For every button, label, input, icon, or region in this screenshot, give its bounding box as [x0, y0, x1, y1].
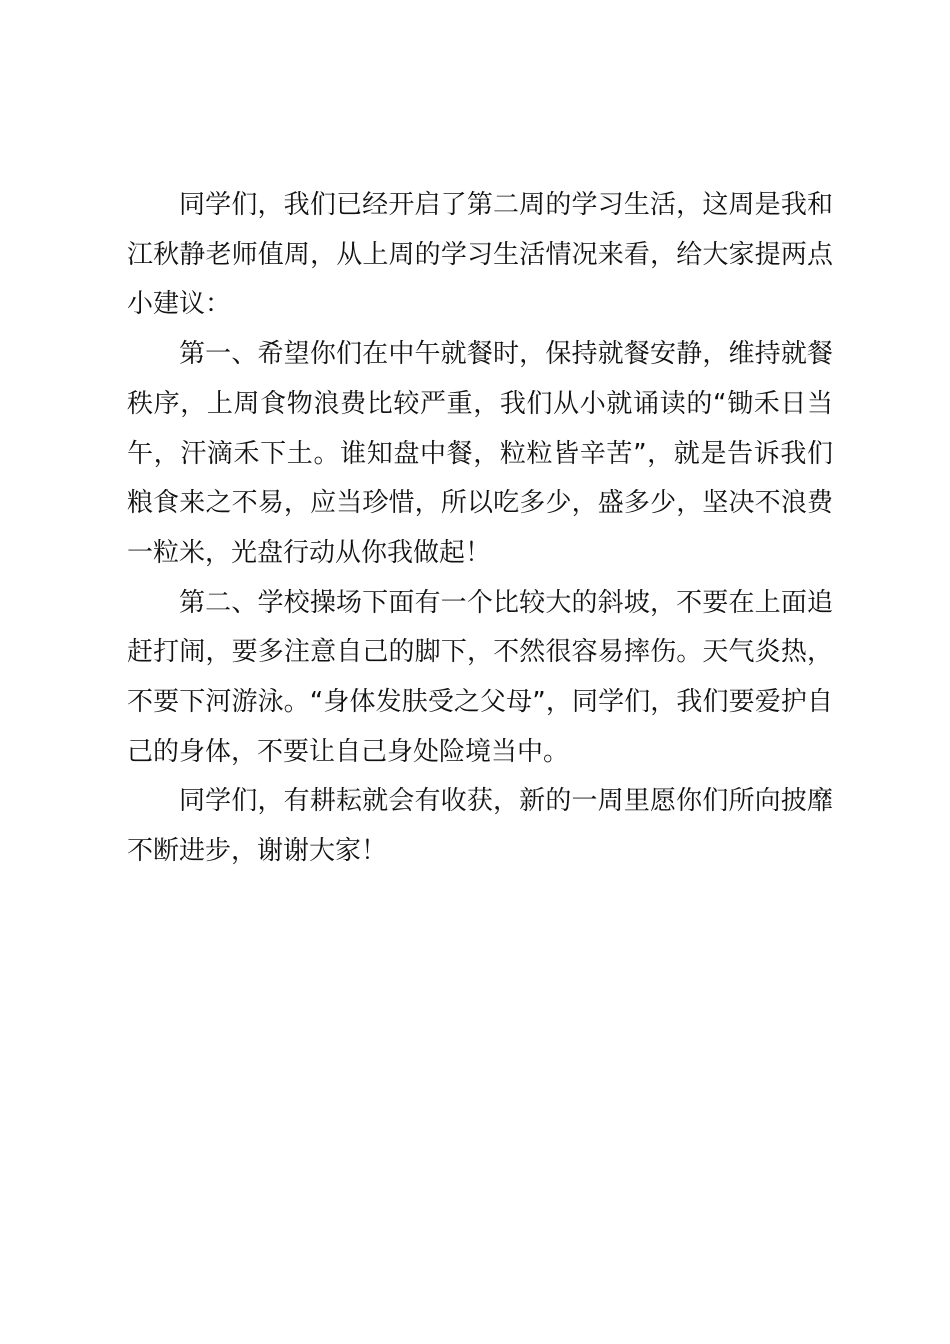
paragraph-second-suggestion: 第二、学校操场下面有一个比较大的斜坡，不要在上面追赶打闹，要多注意自己的脚下，不然很容易摔伤。天气炎热，不要下河游泳。“身体发肤受之父母”，同学们，我们要爱护自己的身体，不要让自己身处险境当中。 — [127, 587, 833, 767]
paragraph-first-suggestion: 第一、希望你们在中午就餐时，保持就餐安静，维持就餐秩序，上周食物浪费比较严重，我们从小就诵读的“锄禾日当午，汗滴禾下土。谁知盘中餐，粒粒皆辛苦”，就是告诉我们粮食来之不易，应当珍惜，所以吃多少，盛多少，坚决不浪费一粒米，光盘行动从你我做起！ — [127, 339, 833, 568]
document-body — [127, 181, 833, 877]
paragraph-greeting: 同学们，我们已经开启了第二周的学习生活，这周是我和江秋静老师值周，从上周的学习生活情况来看，给大家提两点小建议： — [127, 190, 833, 320]
paragraph-closing: 同学们，有耕耘就会有收获，新的一周里愿你们所向披靡不断进步，谢谢大家！ — [127, 786, 833, 867]
